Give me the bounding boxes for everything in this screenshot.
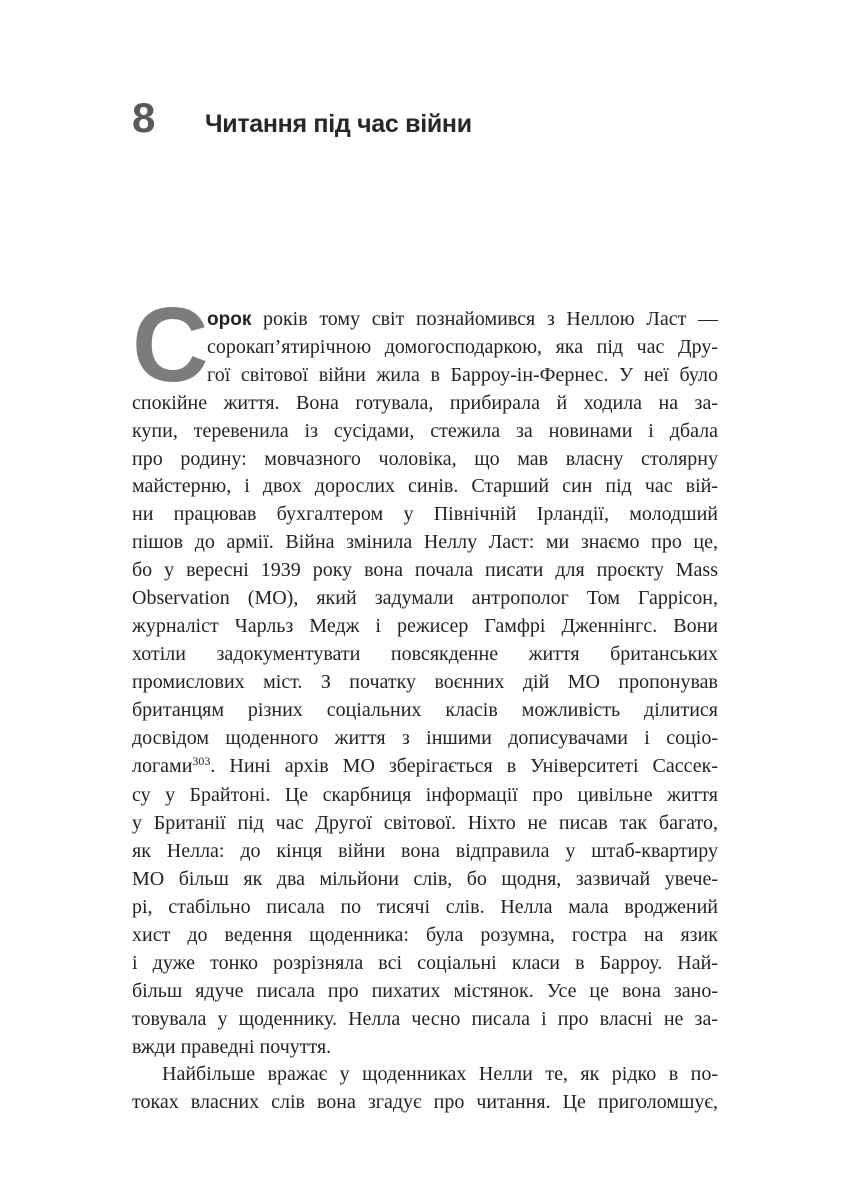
footnote-line-pre: логами: [132, 754, 193, 777]
text-line: товувала у щоденнику. Нелла чесно писала і про власні не за-: [132, 1007, 718, 1030]
text-line: пішов до армії. Війна змінила Неллу Ласт: ми знаємо про це,: [132, 531, 718, 554]
chapter-title: Читання під час війни: [205, 110, 472, 138]
footnote-marker: 303: [192, 753, 211, 768]
text-line: вжди праведні почуття.: [132, 1035, 332, 1058]
text-line: [132, 306, 718, 334]
text-line-rest: років тому світ познайомився з Неллою Ласт —: [251, 308, 718, 330]
text-line: і дуже тонко розрізняла всі соціальні класи в Барроу. Най-: [132, 951, 718, 974]
text-line-with-footnote: [132, 753, 718, 783]
body-text: [132, 286, 718, 1117]
chapter-header: [132, 94, 472, 141]
text-line: токах власних слів вона згадує про читання. Це приголомшує,: [132, 1091, 718, 1114]
text-line: у Британії під час Другої світової. Ніхто не писав так багато,: [132, 812, 718, 835]
text-line: досвідом щоденного життя з іншими дописувачами і соціо-: [132, 726, 718, 749]
text-line: ни працював бухгалтером у Північній Ірландії, молодший: [132, 503, 718, 526]
text-line: спокійне життя. Вона готувала, прибирала й ходила на за-: [132, 391, 718, 414]
text-line: сорокап’ятирічною домогосподаркою, яка під час Дру-: [207, 335, 718, 358]
text-line: журналіст Чарльз Медж і режисер Гамфрі Дженнінгс. Вони: [132, 614, 718, 637]
text-line: майстерню, і двох дорослих синів. Старший син під час вій-: [132, 475, 718, 498]
text-line: МО більш як два мільйони слів, бо щодня, зазвичай увече-: [132, 868, 718, 891]
text-line: хист до ведення щоденника: була розумна, гостра на язик: [132, 923, 718, 946]
text-line: Найбільше вражає у щоденниках Нелли те, як рідко в по-: [162, 1063, 718, 1086]
text-line: промислових міст. З початку воєнних дій МО пропонував: [132, 670, 718, 693]
text-line: купи, теревенила із сусідами, стежила за новинами і дбала: [132, 419, 718, 442]
text-line: гої світової війни жила в Барроу-ін-Фернес. У неї було: [207, 363, 718, 386]
text-line: бо у вересні 1939 року вона почала писати для проєкту Mass: [132, 559, 718, 582]
text-line: як Нелла: до кінця війни вона відправила у штаб-квартиру: [132, 840, 718, 863]
text-line: хотіли задокументувати повсякденне життя британських: [132, 642, 718, 665]
text-line: рі, стабільно писала по тисячі слів. Нелла мала вроджений: [132, 896, 718, 919]
chapter-number: 8: [132, 94, 156, 141]
text-line: британцям різних соціальних класів можливість ділитися: [132, 698, 718, 721]
text-line: Observation (МО), який задумали антрополог Том Гаррісон,: [132, 587, 718, 610]
footnote-line-post: . Нині архів МО зберігається в Університеті Сассек-: [210, 754, 718, 777]
text-line: про родину: мовчазного чоловіка, що мав власну столярну: [132, 447, 718, 470]
text-line: більш ядуче писала про пихатих містянок. Усе це вона зано-: [132, 979, 718, 1002]
lead-bold-word: орок: [207, 309, 252, 330]
text-line: су у Брайтоні. Це скарбниця інформації про цивільне життя: [132, 784, 718, 807]
drop-cap: С: [132, 286, 209, 404]
